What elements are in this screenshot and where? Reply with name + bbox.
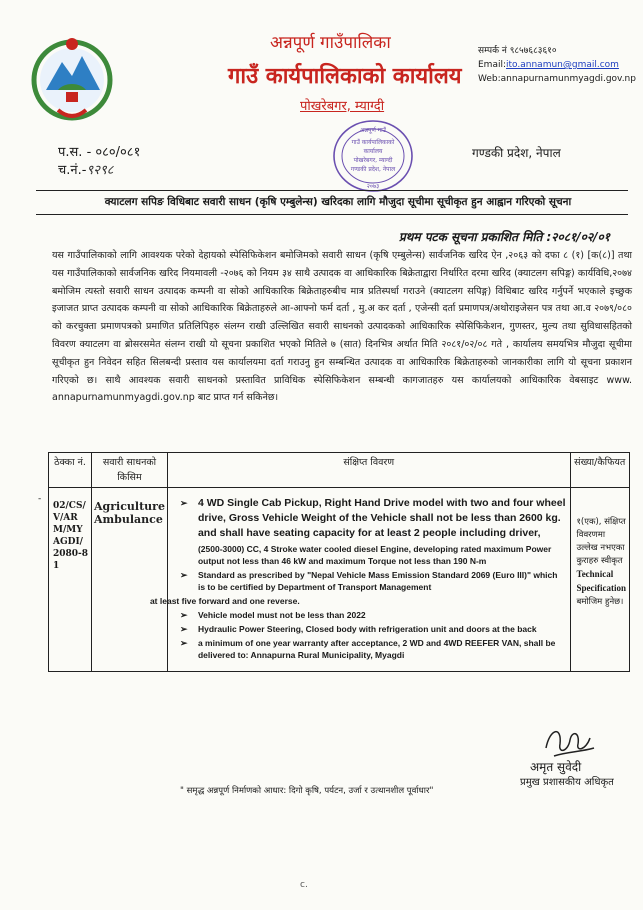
spec-item: ➢ a minimum of one year warranty after acceptance, 2 WD and 4WD REEFER VAN, shall be delivered to: Annapurna Rural Municipality, Myagdi [179, 638, 556, 660]
municipality-name: अन्नपूर्ण गाउँपालिका [270, 33, 391, 53]
dispatch-label: च.नं.- [58, 163, 87, 178]
email-label: Email: [478, 60, 507, 70]
signatory-title: प्रमुख प्रशासकीय अधिकृत [520, 777, 614, 788]
bottom-mark: c. [300, 880, 308, 890]
website: Web:annapurnamunmyagdi.gov.np [478, 74, 636, 84]
spec-item: ➢ Vehicle model must not be less than 2022 [179, 610, 366, 620]
notice-body: यस गाउँपालिकाको लागि आवश्यक परेको देहायको स्पेसिफिकेशन बमोजिमको सवारी साधन (कृषि एम्बुलेन्स) सार्वजनिक खरिद ऐन ,२०६३ को दफा ८ (१) [क(८)] तथा यस गाउँपालिकाको सार्वजनिक खरिद नियमावली -२०७६ को नियम ३४ साथै उत्पादक वा आधिकारिक बिक्रेताद्वारा निर्धारित दरमा खरिद (क्याटलग सपिङ्ग) कार्यविधि,२०७४ बमोजिम त्यस्तो सवारी साधन उत्पादक कम्पनी वा सोको आधिकारिक बिक्रेताहरुबीच मात्र प्रतिस्पर्धा गराउने (क्याटलग सपिङ्ग) विधिबाट खरिद गर्नुपर्ने भएकाले इच्छुक इजाजत प्राप्त उत्पादक कम्पनी वा सोको आधिकारिक बिक्रेताहरुले आ-आफ्नो फर्म दर्ता , मु.अ कर दर्ता , एजेन्सी दर्ता प्रमाणपत्र/अथोराइजेसन पत्र तथा आ.व २०७९/०८० को करचुक्ता प्रमाणपत्रको प्रमाणित प्रतिलिपिहरु संलग्न राखी उल्लिखित सवारी साधनको उत्पादकको आधिकारिक स्पेसिफिकेशन, गुणस्तर, मुल्य तथा सुविधासहितको विवरण क्याटलग वा ब्रोसरसमेत संलग्न राखी यो सूचना प्रकाशित भएको मितिले ७ (सात) दिनभित्र अर्थात मिति २०८१/०२/०८ गते , कार्यालय समयभित्र मौजुदा सूचीमा सूचीकृत हुन निवेदन सहित सिलबन्दी प्रस्ताव यस कार्यालयमा दर्ता गराउनु हुन सम्बन्धित उत्पादक वा आधिकारिक बिक्रेताहरुको जानकारीका लागि यो सूचना प्रकाशन गरिएको छ। साथै आवश्यक सवारी साधनको प्रस्तावित प्राविधिक स्पेसिफिकेशन सम्बन्धी कागजातहरु यस कार्यालयको आधिकारिक वेबसाइट www. annapurnamunmyagdi.gov.np बाट प्राप्त गर्न सकिनेछ। [52, 250, 632, 404]
quantity-remarks [570, 488, 629, 672]
contract-code: 02/CS/V/ARM/MYAGDI/2080-81 [49, 488, 92, 672]
arrow-bullet-icon: ➢ [179, 570, 188, 580]
spec-item: ➢ 4 WD Single Cab Pickup, Right Hand Drive model with two and four wheel drive, Gross Vehicle Weight of the Vehicle shall not be less than 2600 kg. and shall have seating capacity for at least 2 people including driver, [179, 497, 566, 539]
arrow-bullet-icon: ➢ [179, 610, 188, 620]
seal-text-2: गाउँ कार्यपालिकाको [351, 139, 395, 146]
remarks-english: Technical Specification [576, 569, 627, 593]
vehicle-type: Agriculture Ambulance [92, 488, 168, 672]
seal-year: २०७३ [366, 183, 380, 190]
arrow-bullet-icon: ➢ [179, 624, 188, 634]
arrow-bullet-icon: ➢ [179, 638, 188, 648]
remarks-nepali-end: बमोजिम हुनेछ। [576, 597, 624, 607]
office-title: गाउँ कार्यपालिकाको कार्यालय [228, 64, 462, 89]
subject-divider [36, 214, 628, 215]
spec-list [149, 488, 570, 672]
table-row [49, 488, 630, 672]
notice-subject: क्याटलग सपिङ विधिबाट सवारी साधन (कृषि एम्बुलेन्स) खरिदका लागि मौजुदा सूचीमा सूचीकृत हुन आह्वान गरिएको सूचना [104, 196, 572, 208]
seal-text-1: अन्नपूर्ण गाउँ [360, 127, 386, 134]
remarks-nepali: १(एक), संक्षिप्त विवरणमा उल्लेख नभएका कुराहरु स्वीकृत [576, 517, 626, 566]
seal-text-3: कार्यालय [363, 148, 383, 155]
dispatch-number [58, 162, 140, 180]
signatory-name: अमृत सुवेदी [530, 760, 582, 774]
col-vehicle-type: सवारी साधनको किसिम [92, 453, 168, 488]
province-name: गण्डकी प्रदेश, नेपाल [472, 146, 561, 160]
nepal-emblem-icon [28, 32, 116, 128]
contact-block [478, 44, 636, 86]
publication-date: प्रथम पटक सूचना प्रकाशित मिति :२०८१/०२/०१ [398, 230, 610, 244]
email-link[interactable]: ito.annamun@gmail.com [506, 60, 619, 70]
dispatch-value-handwritten: ९२९८ [86, 163, 114, 178]
email-line [478, 58, 636, 72]
arrow-bullet-icon: ➢ [179, 498, 188, 508]
office-seal-stamp [332, 118, 414, 194]
letter-number: प.स. - ०८०/०८१ [58, 145, 141, 160]
handwritten-signature [540, 718, 598, 762]
margin-mark: - [38, 494, 42, 504]
office-address: पोखरेबगर, म्याग्दी [300, 99, 385, 114]
spec-item: ➢ Standard as prescribed by "Nepal Vehicle Mass Emission Standard 2069 (Euro III)" which is to be certified by Department of Transport Management [179, 570, 558, 592]
footer-motto: " समृद्ध अन्नपूर्ण निर्माणको आधार: दिगो कृषि, पर्यटन, उर्जा र उत्थानशील पूर्वाधार" [180, 786, 434, 796]
col-contract-no: ठेक्का नं. [49, 453, 92, 488]
spec-item: ➢ Hydraulic Power Steering, Closed body with refrigeration unit and doors at the back [179, 624, 537, 634]
spec-item: (2500-3000) CC, 4 Stroke water cooled diesel Engine, developing rated maximum Power output not less than 46 kW and maximum Torque not less than 190 N-m [197, 544, 552, 566]
seal-text-4: पोखरेबगर, म्याग्दी [353, 157, 393, 164]
col-brief-description: संक्षिप्त विवरण [167, 453, 570, 488]
specification-table [48, 452, 630, 672]
phone-number: सम्पर्क नं ९८५७६८३६१० [478, 46, 557, 56]
reference-numbers [58, 144, 140, 180]
header-divider [36, 190, 628, 191]
seal-text-5: गण्डकी प्रदेश, नेपाल [350, 166, 396, 173]
col-quantity-remarks: संख्या/कैफियत [570, 453, 629, 488]
spec-item: at least five forward and one reverse. [149, 596, 300, 606]
table-header-row [49, 453, 630, 488]
